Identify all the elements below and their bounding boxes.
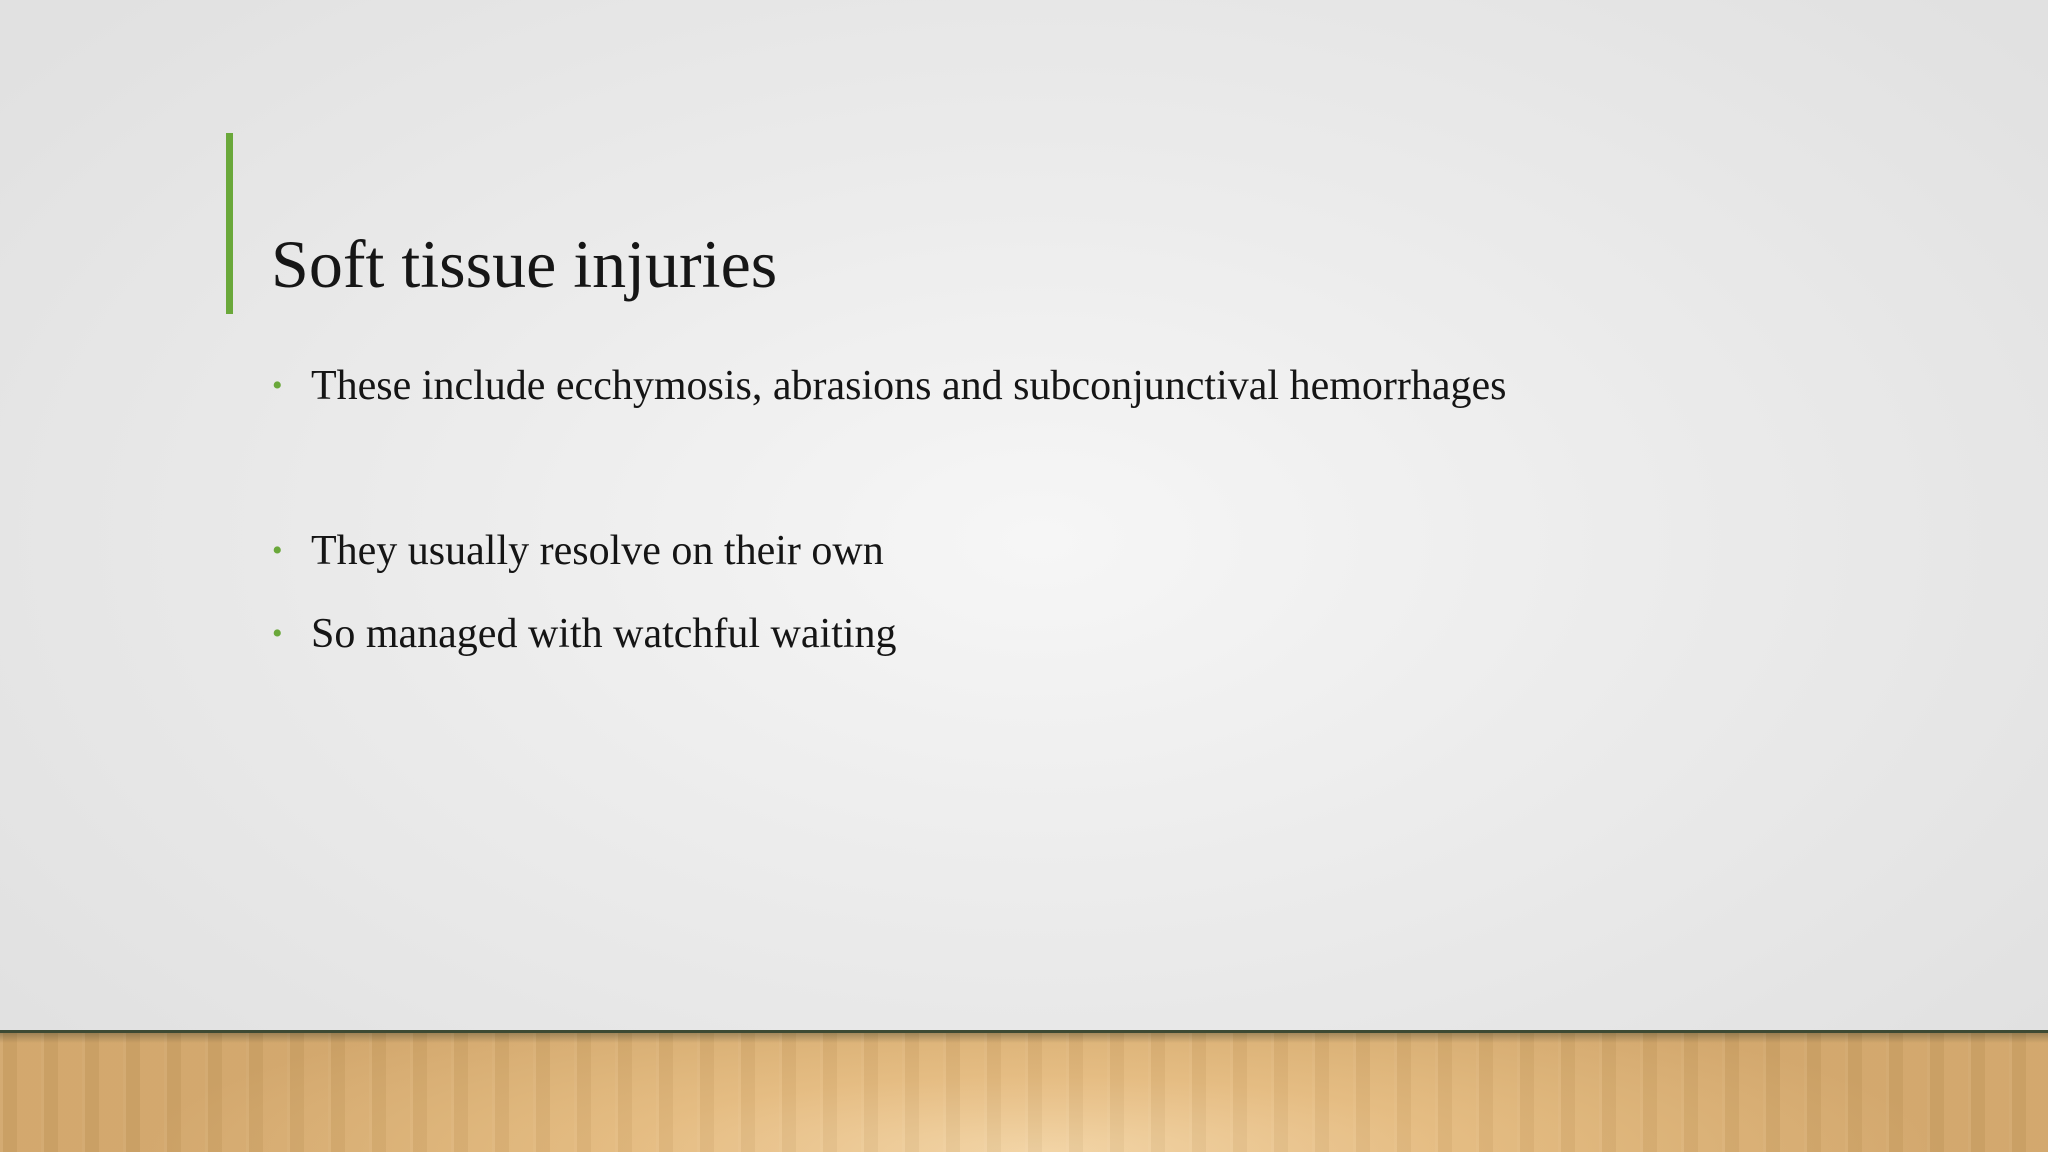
title-accent-bar [226,133,233,314]
bullet-dot-icon: • [272,369,283,402]
bullet-dot-icon: • [272,534,283,567]
bullet-text: They usually resolve on their own [311,528,884,574]
bullet-text: These include ecchymosis, abrasions and subconjunctival hemorrhages [311,363,1507,409]
bullet-item [272,525,884,577]
bullet-item [272,608,897,660]
bullet-text: So managed with watchful waiting [311,611,897,657]
bullet-dot-icon: • [272,617,283,650]
slide-title: Soft tissue injuries [271,226,778,302]
wood-floor-background [0,1030,2048,1152]
bullet-item [272,360,1506,412]
